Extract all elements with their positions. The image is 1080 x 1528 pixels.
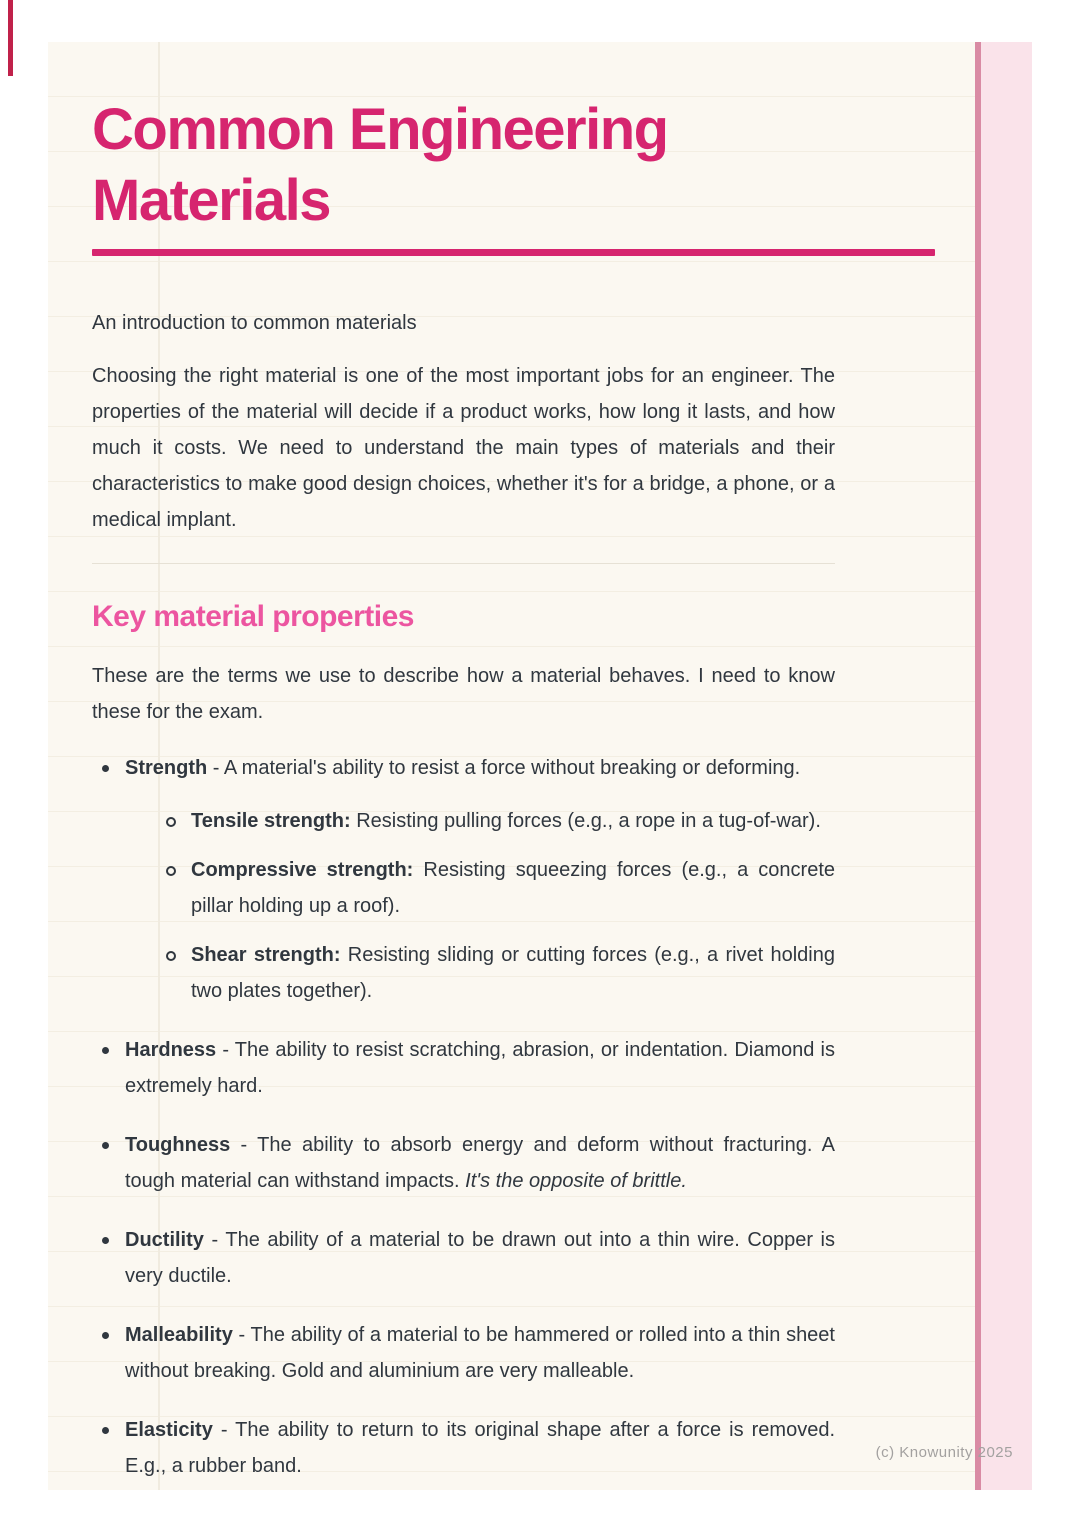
title-underline-rule [92,249,935,256]
properties-list [92,751,835,1484]
disc-bullet-icon [102,1237,109,1244]
list-item-text [125,757,800,779]
list-item-text [125,1229,835,1287]
list-item-text [191,810,821,832]
list-item-text [125,1134,835,1192]
term-bold: Shear strength: [191,944,341,966]
intro-text: An introduction to common materials [92,312,417,334]
list-item [92,1033,835,1104]
term-bold: Ductility [125,1229,204,1251]
text-run: - The ability to return to its original shape after a force is removed. E.g., a rubber band. [125,1419,835,1477]
list-item-text [125,1419,835,1477]
disc-bullet-icon [102,765,109,772]
right-edge-stripe-border [975,42,981,1490]
term-bold: Toughness [125,1134,231,1156]
section-divider [92,563,835,564]
sub-list [158,804,835,1010]
disc-bullet-icon [102,1332,109,1339]
list-item-text [191,944,835,1002]
list-item-text [125,1324,835,1382]
text-run: - The ability to absorb energy and deform without fracturing. A tough material can withstand impacts. [125,1134,835,1192]
term-bold: Elasticity [125,1419,213,1441]
page-title-line-1: Common Engineering [92,97,668,162]
document-content [92,0,835,1508]
sub-list-item [158,804,835,840]
disc-bullet-icon [102,1427,109,1434]
left-edge-accent-mark [8,0,13,76]
term-bold: Tensile strength: [191,809,351,832]
section-heading: Key material properties [92,600,414,633]
circle-bullet-icon [166,866,176,876]
text-italic: It's the opposite of brittle. [465,1169,687,1192]
term-bold: Malleability [125,1324,233,1346]
page-title-line-2: Materials [92,168,330,233]
list-item [92,1318,835,1389]
list-item [92,751,835,1009]
disc-bullet-icon [102,1142,109,1149]
sub-list-item [158,938,835,1009]
sub-list-item [158,853,835,924]
text-run: Resisting squeezing forces (e.g., a concrete pillar holding up a roof). [191,859,835,917]
list-item [92,1413,835,1484]
list-item-text [125,1039,835,1097]
term-bold: Hardness [125,1039,217,1061]
text-run: Resisting pulling forces (e.g., a rope in a tug-of-war). [350,809,821,832]
watermark: (c) Knowunity 2025 [875,1444,1013,1461]
text-run: - The ability to resist scratching, abrasion, or indentation. Diamond is extremely hard. [125,1039,835,1097]
circle-bullet-icon [166,951,176,961]
disc-bullet-icon [102,1047,109,1054]
page-title [92,94,835,236]
text-run: - A material's ability to resist a force without breaking or deforming. [207,757,801,779]
list-item-text [191,859,835,917]
circle-bullet-icon [166,817,176,827]
text-run: Resisting sliding or cutting forces (e.g., a rivet holding two plates together). [191,944,835,1002]
term-bold: Strength [125,757,208,779]
lead-paragraph: Choosing the right material is one of the most important jobs for an engineer. The properties of the material will decide if a product works, how long it lasts, and how much it costs. We need to understand the main types of materials and their characteristics to make good design choices, whether it's for a bridge, a phone, or a medical implant. [92,365,835,531]
right-edge-stripe [981,42,1032,1490]
term-bold: Compressive strength: [191,859,414,881]
text-run: - The ability of a material to be hammered or rolled into a thin sheet without breaking. Gold and aluminium are very malleable. [125,1324,835,1382]
text-run: - The ability of a material to be drawn out into a thin wire. Copper is very ductile. [125,1229,835,1287]
list-item [92,1223,835,1294]
section-paragraph: These are the terms we use to describe how a material behaves. I need to know these for the exam. [92,665,835,723]
list-item [92,1128,835,1199]
